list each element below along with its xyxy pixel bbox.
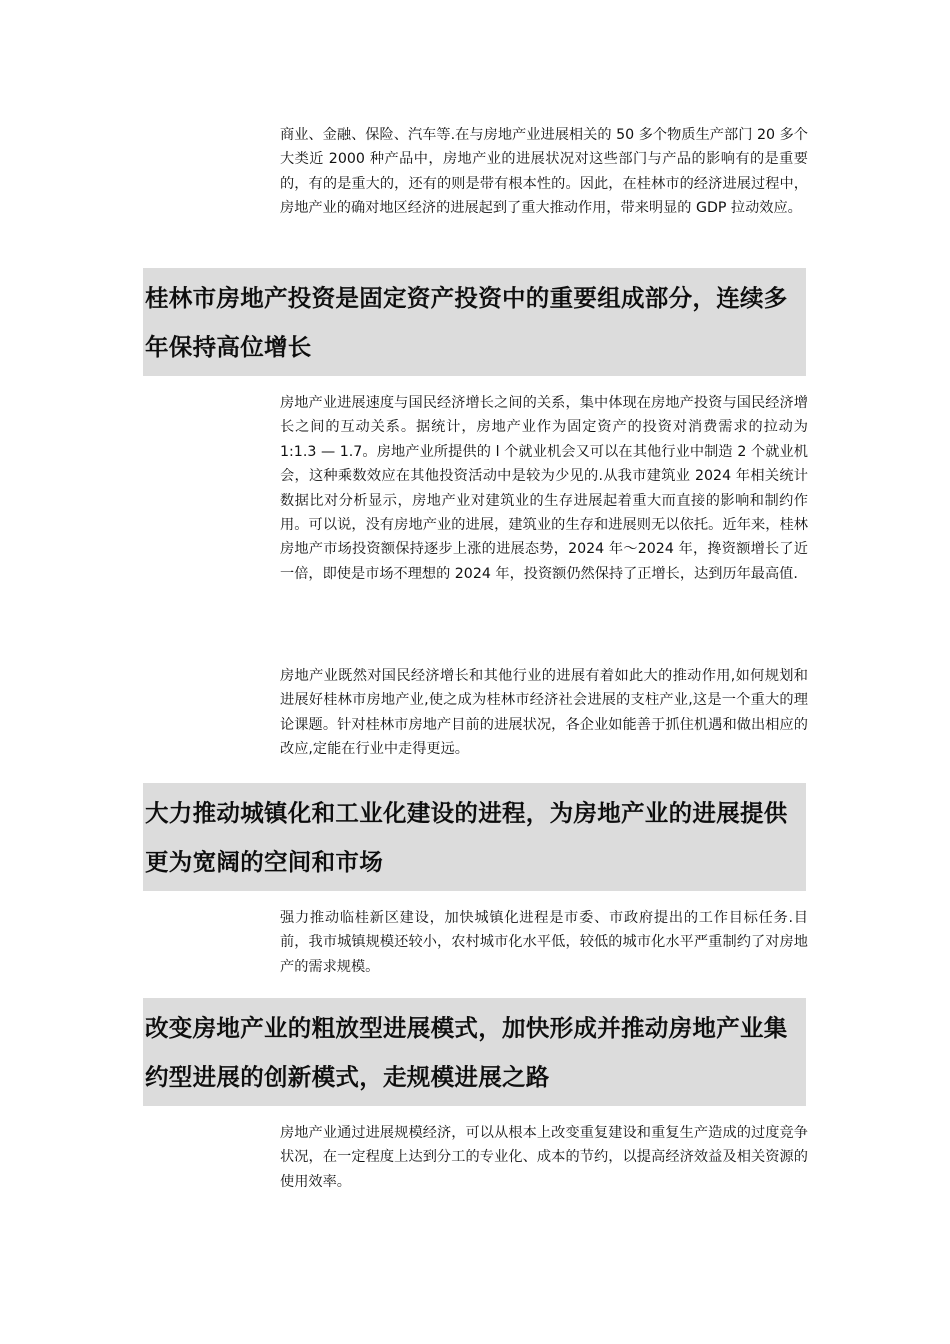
paragraph-economic-impact: 商业、金融、保险、汽车等.在与房地产业进展相关的 50 多个物质生产部门 20 多个大类近 2000 种产品中，房地产业的进展状况对这些部门与产品的影响有的是重要的，有的是重大的，还有的则是带有根本性的。因此，在桂林市的经济进展过程中，房地产业的确对地区经济的进展起到了重大推动作用，带来明显的 GDP 拉动效应。 [280,127,808,217]
paragraph-lingui-district: 强力推动临桂新区建设，加快城镇化进程是市委、市政府提出的工作目标任务.目前，我市城镇规模还较小，农村城市化水平低，较低的城市化水平严重制约了对房地产的需求规模。 [280,910,808,975]
section-heading-urbanization: 大力推动城镇化和工业化建设的进程，为房地产业的进展提供更为宽阔的空间和市场 [143,783,806,891]
paragraph-scale-economy: 房地产业通过进展规模经济，可以从根本上改变重复建设和重复生产造成的过度竞争状况，在一定程度上达到分工的专业化、成本的节约，以提高经济效益及相关资源的使用效率。 [280,1125,808,1190]
section-heading-investment: 桂林市房地产投资是固定资产投资中的重要组成部分，连续多年保持高位增长 [143,268,806,376]
paragraph-pillar-industry: 房地产业既然对国民经济增长和其他行业的进展有着如此大的推动作用,如何规划和进展好桂林市房地产业,使之成为桂林市经济社会进展的支柱产业,这是一个重大的理论课题。针对桂林市房地产目前的进展状况，各企业如能善于抓住机遇和做出相应的改应,定能在行业中走得更远。 [280,668,808,758]
section-heading-development-model: 改变房地产业的粗放型进展模式，加快形成并推动房地产业集约型进展的创新模式，走规模进展之路 [143,998,806,1106]
paragraph-investment-relationship: 房地产业进展速度与国民经济增长之间的关系，集中体现在房地产投资与国民经济增长之间的互动关系。据统计，房地产业作为固定资产的投资对消费需求的拉动为 1:1.3 — 1.7。房地产业所提供的 l 个就业机会又可以在其他行业中制造 2 个就业机会，这种乘数效应在其他投资活动中是较为少见的.从我市建筑业 2024 年相关统计数据比对分析显示，房地产业对建筑业的生存进展起着重大而直接的影响和制约作用。可以说，没有房地产业的进展，建筑业的生存和进展则无以依托。近年来，桂林房地产市场投资额保持逐步上涨的进展态势，2024 年～2024 年，搀资额增长了近一倍，即使是市场不理想的 2024 年，投资额仍然保持了正增长，达到历年最高值. [280,395,808,582]
